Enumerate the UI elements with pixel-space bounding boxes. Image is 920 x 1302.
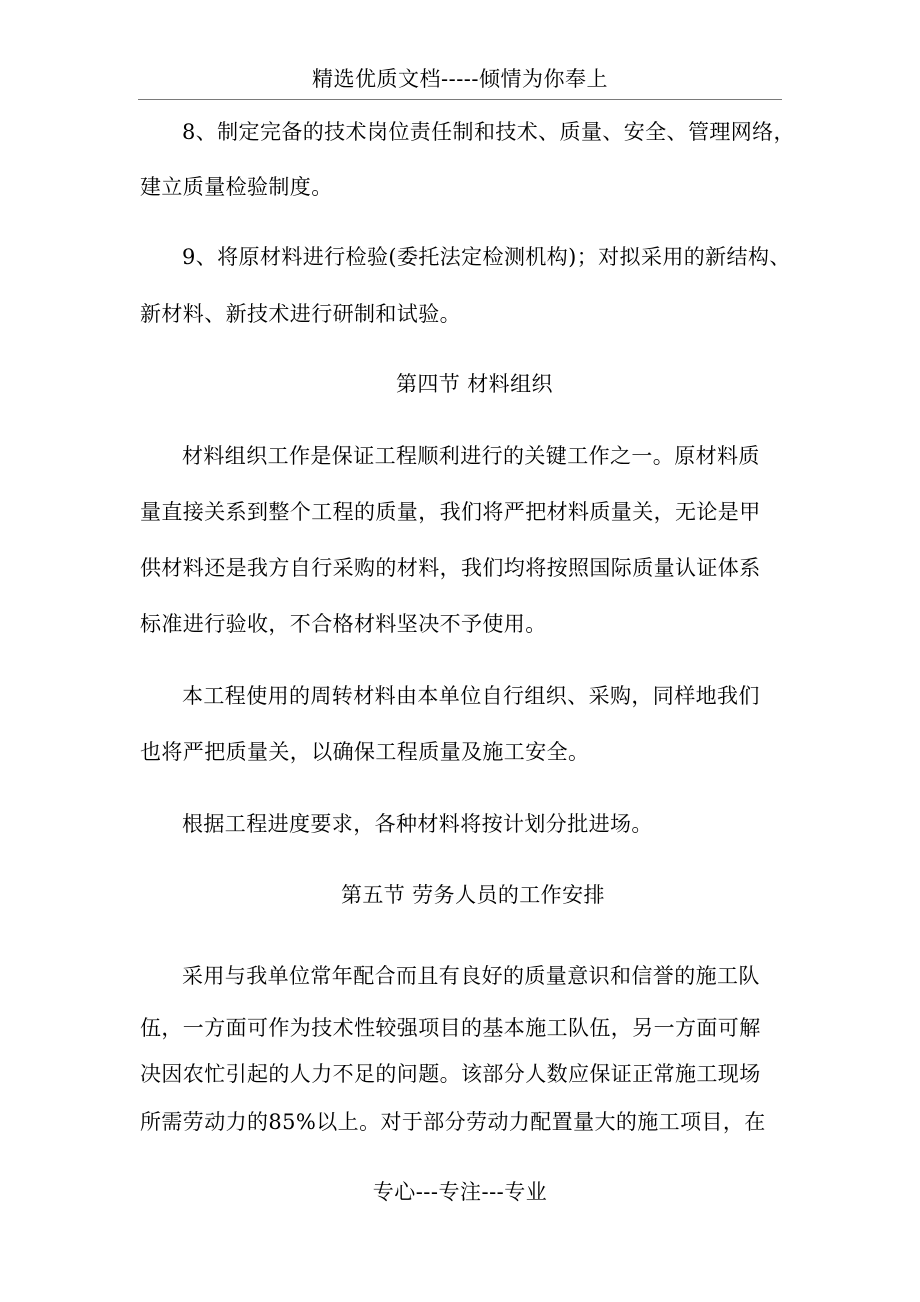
section5-para1-line2: 伍，一方面可作为技术性较强项目的基本施工队伍，另一方面可解	[140, 1016, 761, 1040]
section5-para1-line4: 所需劳动力的85%以上。对于部分劳动力配置量大的施工项目，在	[140, 1110, 766, 1134]
page-header: 精选优质文档-----倾情为你奉上	[312, 67, 608, 91]
section4-para2-line1: 本工程使用的周转材料由本单位自行组织、采购，同样地我们	[182, 684, 760, 708]
section4-heading: 第四节 材料组织	[396, 372, 553, 396]
section4-para1-line3: 供材料还是我方自行采购的材料，我们均将按照国际质量认证体系	[140, 556, 761, 580]
section4-para1-line1: 材料组织工作是保证工程顺利进行的关键工作之一。原材料质	[182, 444, 760, 468]
header-divider	[138, 99, 782, 100]
item8-line2: 建立质量检验制度。	[140, 175, 333, 199]
section5-para1-line3: 决因农忙引起的人力不足的问题。该部分人数应保证正常施工现场	[140, 1062, 761, 1086]
page-footer: 专心---专注---专业	[372, 1180, 548, 1204]
section5-para1-line1: 采用与我单位常年配合而且有良好的质量意识和信誉的施工队	[182, 964, 760, 988]
section4-para1-line2: 量直接关系到整个工程的质量，我们将严把材料质量关，无论是甲	[140, 500, 761, 524]
section4-para2-line2: 也将严把质量关，以确保工程质量及施工安全。	[140, 740, 590, 764]
item8-line1: 8、制定完备的技术岗位责任制和技术、质量、安全、管理网络，	[182, 120, 795, 144]
section4-para1-line4: 标准进行验收，不合格材料坚决不予使用。	[140, 612, 547, 636]
section4-para3-line1: 根据工程进度要求，各种材料将按计划分批进场。	[182, 812, 653, 836]
item9-line2: 新材料、新技术进行研制和试验。	[140, 302, 461, 326]
item9-line1: 9、将原材料进行检验(委托法定检测机构)；对拟采用的新结构、	[182, 245, 791, 269]
section5-heading: 第五节 劳务人员的工作安排	[341, 883, 605, 907]
